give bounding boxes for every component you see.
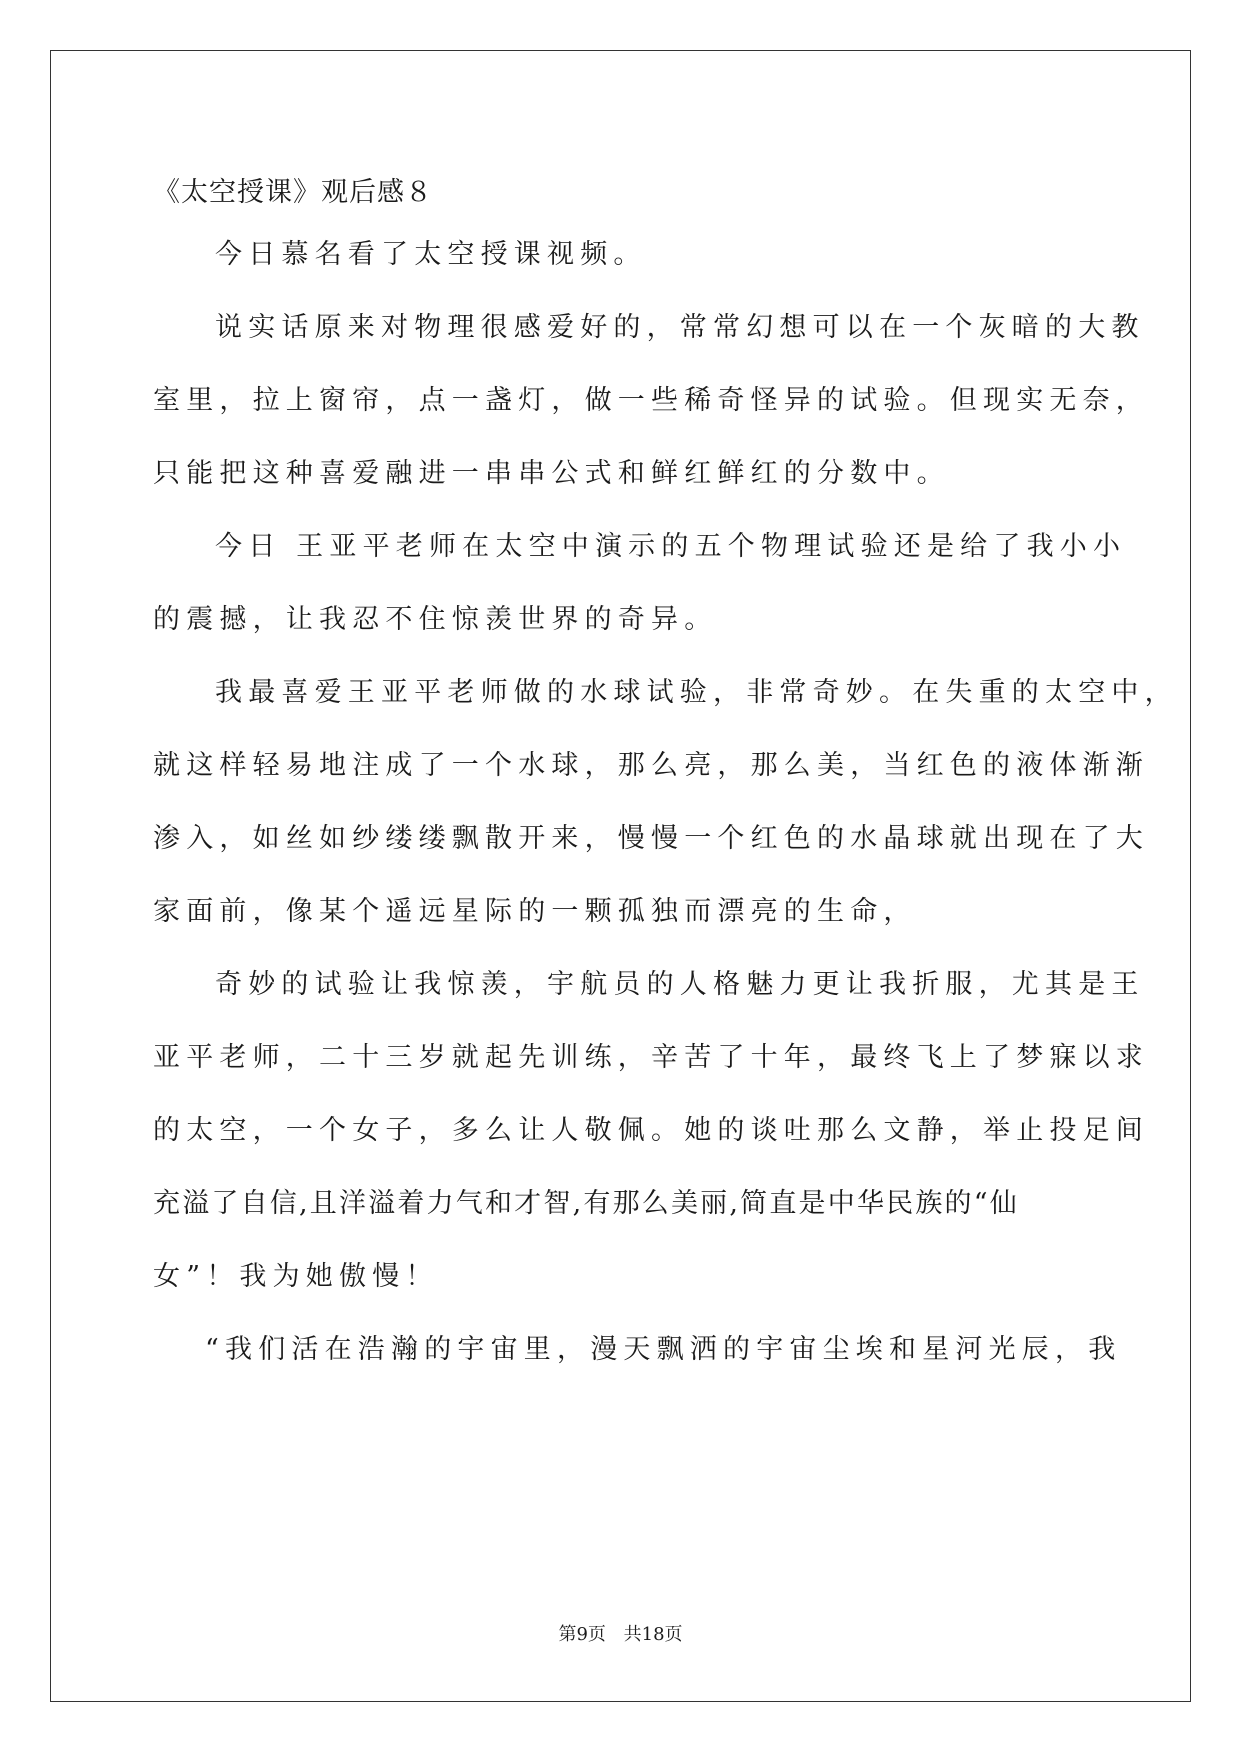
page-number: 第9页: [558, 1624, 606, 1645]
paragraph-line: 女”！我为她傲慢！: [153, 1261, 439, 1292]
paragraph-line: 今日 王亚平老师在太空中演示的五个物理试验还是给了我小小: [215, 531, 1127, 562]
paragraph-line: 的震撼，让我忍不住惊羡世界的奇异。: [153, 604, 718, 635]
page-border: [50, 50, 1191, 1702]
paragraph-line: 我最喜爱王亚平老师做的水球试验，非常奇妙。在失重的太空中，: [215, 677, 1178, 708]
paragraph-line: 奇妙的试验让我惊羡，宇航员的人格魅力更让我折服，尤其是王: [215, 969, 1145, 1000]
page-total: 共18页: [623, 1624, 683, 1645]
paragraph-line: 室里，拉上窗帘，点一盏灯，做一些稀奇怪异的试验。但现实无奈，: [153, 385, 1149, 416]
paragraph-line: 家面前，像某个遥远星际的一颗孤独而漂亮的生命，: [153, 896, 917, 927]
paragraph-line: “我们活在浩瀚的宇宙里，漫天飘洒的宇宙尘埃和星河光辰，我: [205, 1334, 1122, 1365]
paragraph-line: 充溢了自信,且洋溢着力气和才智,有那么美丽,简直是中华民族的“仙: [153, 1188, 1019, 1219]
paragraph-line: 说实话原来对物理很感爱好的，常常幻想可以在一个灰暗的大教: [215, 312, 1145, 343]
paragraph-line: 今日慕名看了太空授课视频。: [215, 239, 647, 270]
paragraph-line: 亚平老师，二十三岁就起先训练，辛苦了十年，最终飞上了梦寐以求: [153, 1042, 1149, 1073]
page-footer: [0, 1620, 1241, 1646]
paragraph-line: 就这样轻易地注成了一个水球，那么亮，那么美，当红色的液体渐渐: [153, 750, 1149, 781]
paragraph-line: 只能把这种喜爱融进一串串公式和鲜红鲜红的分数中。: [153, 458, 950, 489]
paragraph-line: 的太空，一个女子，多么让人敬佩。她的谈吐那么文静，举止投足间: [153, 1115, 1149, 1146]
paragraph-line: 渗入，如丝如纱缕缕飘散开来，慢慢一个红色的水晶球就出现在了大: [153, 823, 1149, 854]
document-title: 《太空授课》观后感８: [153, 177, 433, 208]
